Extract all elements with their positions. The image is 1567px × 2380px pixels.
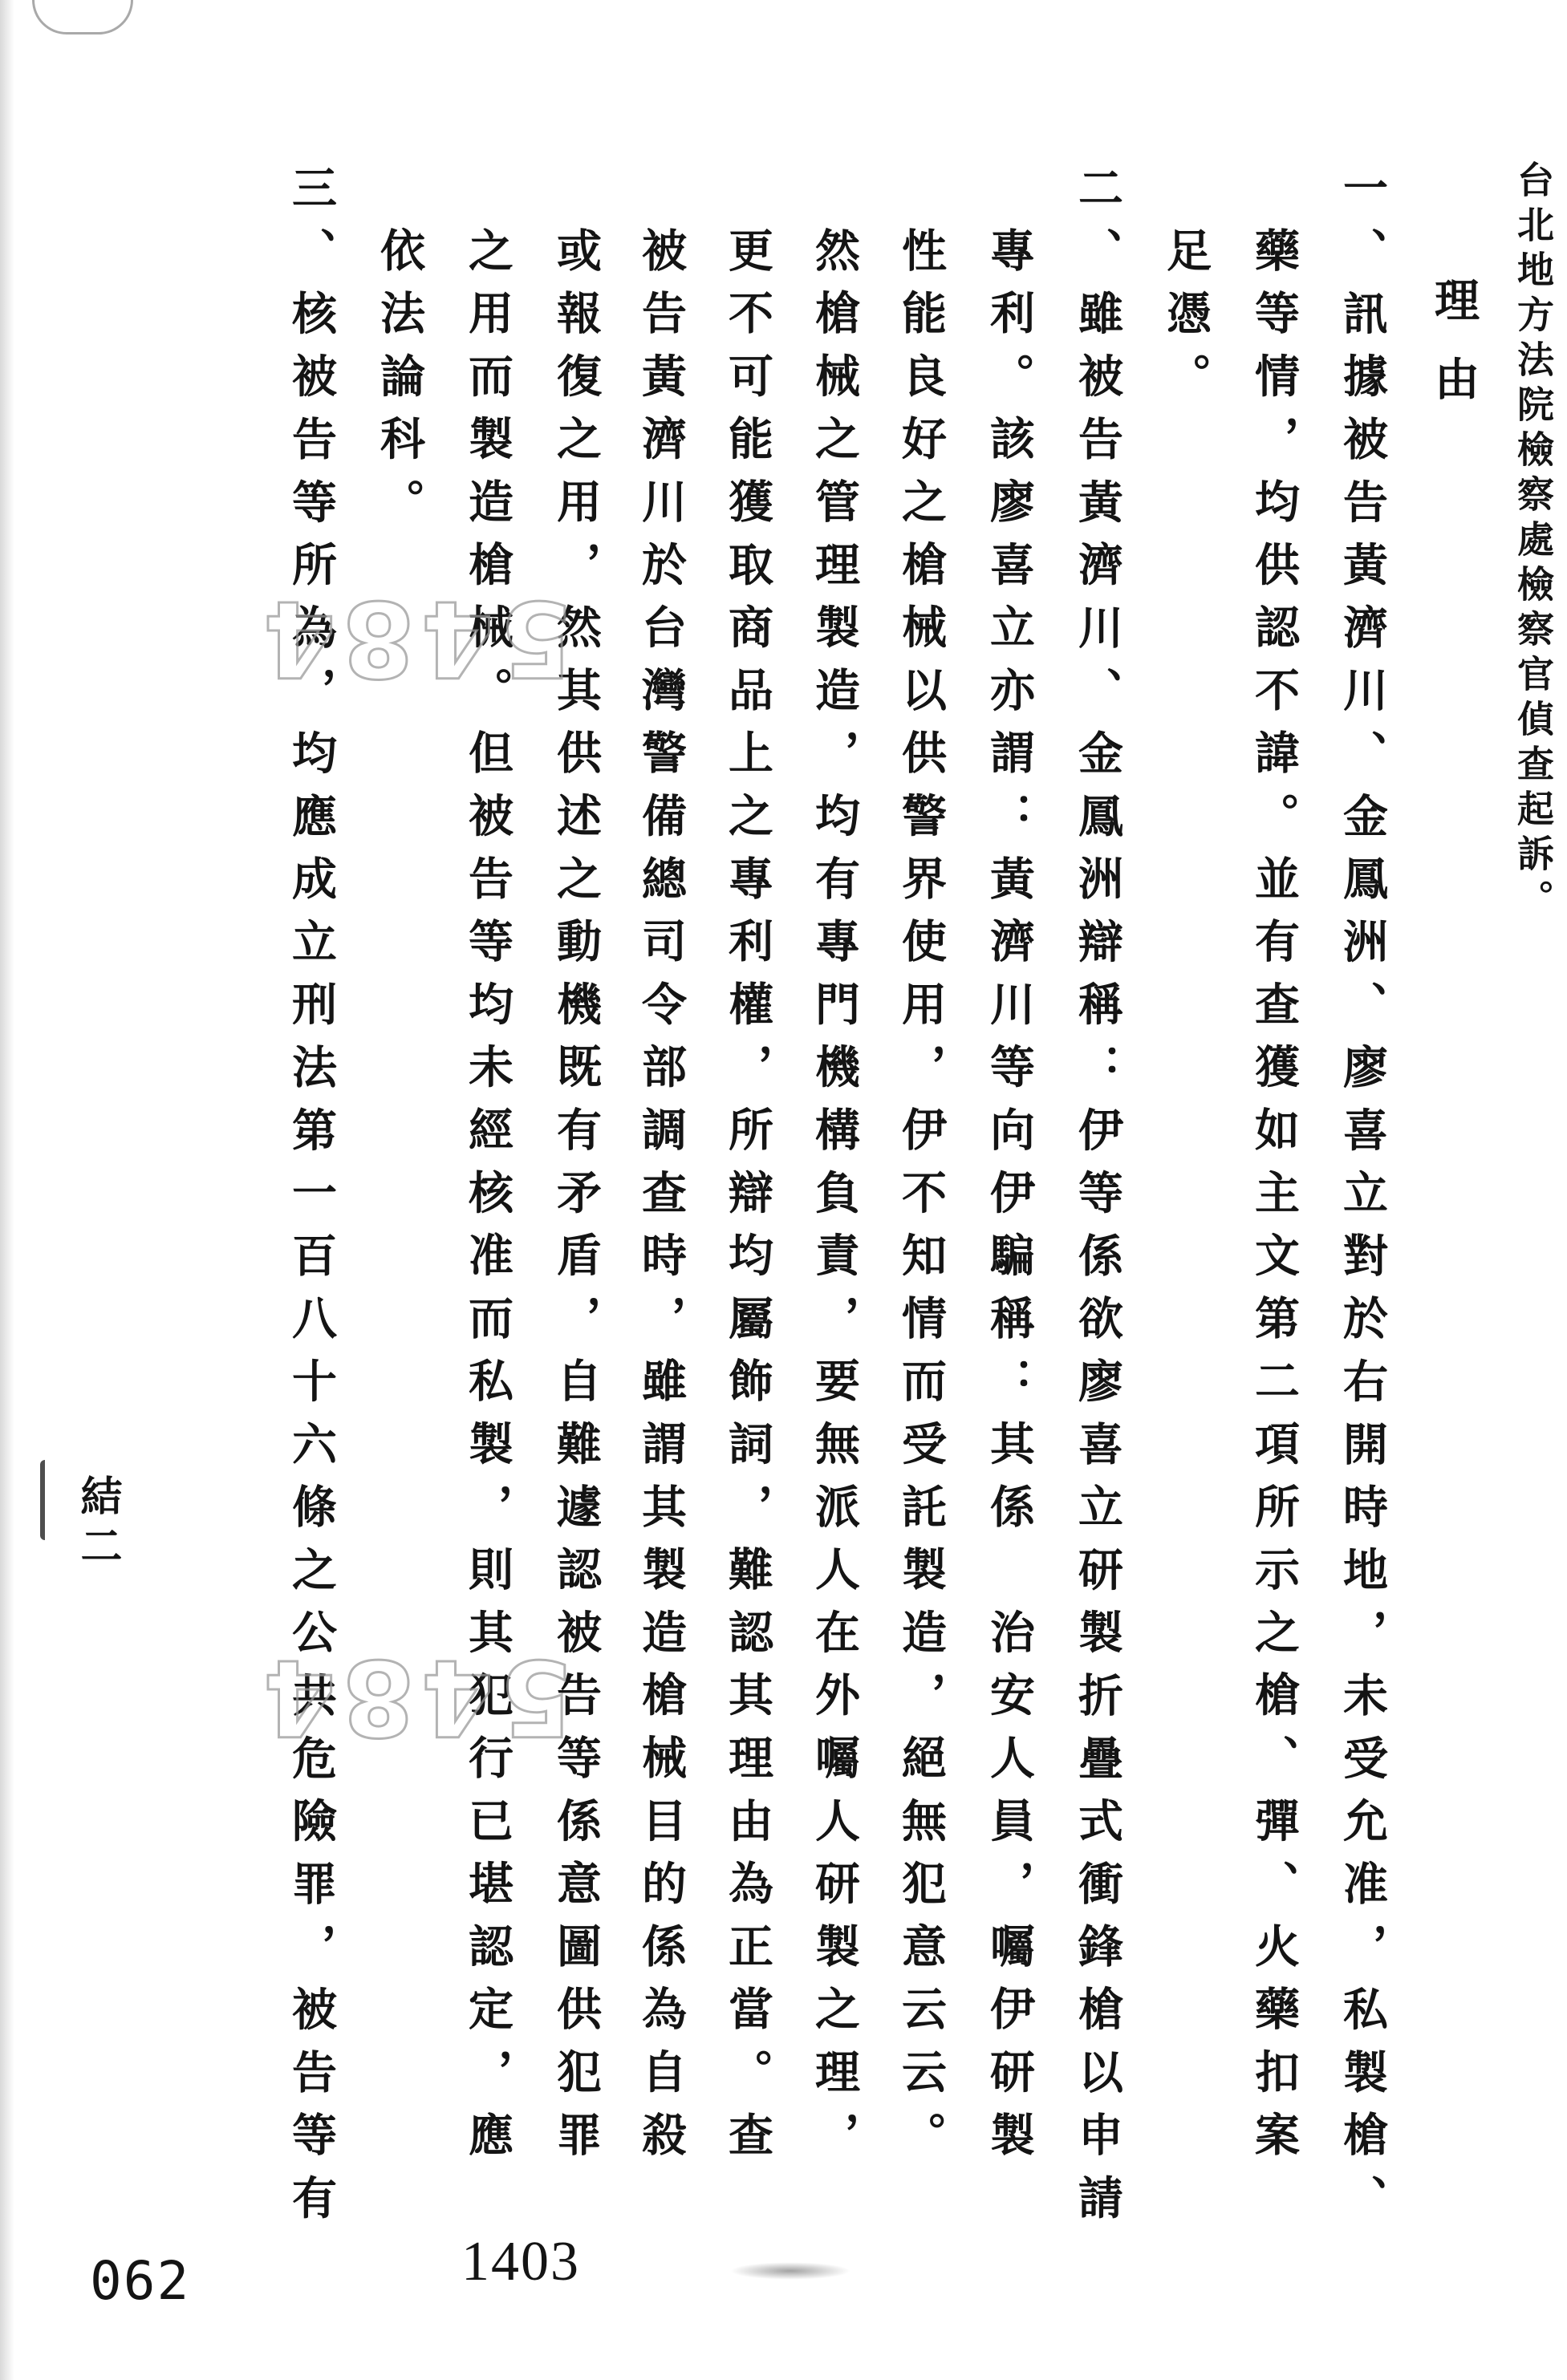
text-column-8: 更不可能獲取商品上之專利權，所辯均屬飾詞，難認其理由為正當。查 <box>721 227 774 2175</box>
page-number: 062 <box>90 2250 191 2312</box>
text-column-3: 足憑。 <box>1159 227 1212 416</box>
text-column-5: 專利。該廖喜立亦謂：黃濟川等向伊騙稱：其係 治安人員，囑伊研製 <box>983 227 1036 2175</box>
text-column-7: 然槍械之管理製造，均有專門機構負責，要無派人在外囑人研製之理， <box>808 227 861 2175</box>
serial-number: 1403 <box>461 2231 580 2293</box>
text-column-9: 被告黃濟川於台灣警備總司令部調查時，雖謂其製造槍械目的係為自殺 <box>635 227 688 2175</box>
fold-mark <box>32 0 133 34</box>
margin-tick <box>40 1460 51 1540</box>
text-column-12: 依法論科。 <box>373 227 426 541</box>
text-column-2: 藥等情，均供認不諱。並有查獲如主文第二項所示之槍、彈、火藥扣案 <box>1248 227 1301 2175</box>
text-column-6: 性能良好之槍械以供警界使用，伊不知情而受託製造，絕無犯意云云。 <box>895 227 948 2175</box>
text-column-13: 三、核被告等所為，均應成立刑法第一百八十六條之公共危險罪，被告等有 <box>285 164 338 2237</box>
section-title: 理由 <box>1427 277 1480 434</box>
number-stamp: 5484 <box>257 1636 573 1758</box>
text-column-11: 之用而製造槍械。但被告等均未經核准而私製，則其犯行已堪認定，應 <box>461 227 514 2175</box>
text-column-10: 或報復之用，然其供述之動機既有矛盾，自難遽認被告等係意圖供犯罪 <box>550 227 603 2175</box>
text-column-1: 一、訊據被告黃濟川、金鳳洲、廖喜立對於右開時地，未受允准，私製槍、 <box>1336 164 1389 2237</box>
margin-label: 結二 <box>73 1474 122 1574</box>
ink-smudge <box>730 2262 850 2280</box>
number-stamp: 5484 <box>257 578 573 699</box>
text-column-4: 二、雖被告黃濟川、金鳳洲辯稱：伊等係欲廖喜立研製折疊式衝鋒槍以申請 <box>1071 164 1124 2237</box>
document-header: 台北地方法院檢察處檢察官偵查起訴。 <box>1512 160 1555 924</box>
scan-edge <box>0 0 14 2380</box>
